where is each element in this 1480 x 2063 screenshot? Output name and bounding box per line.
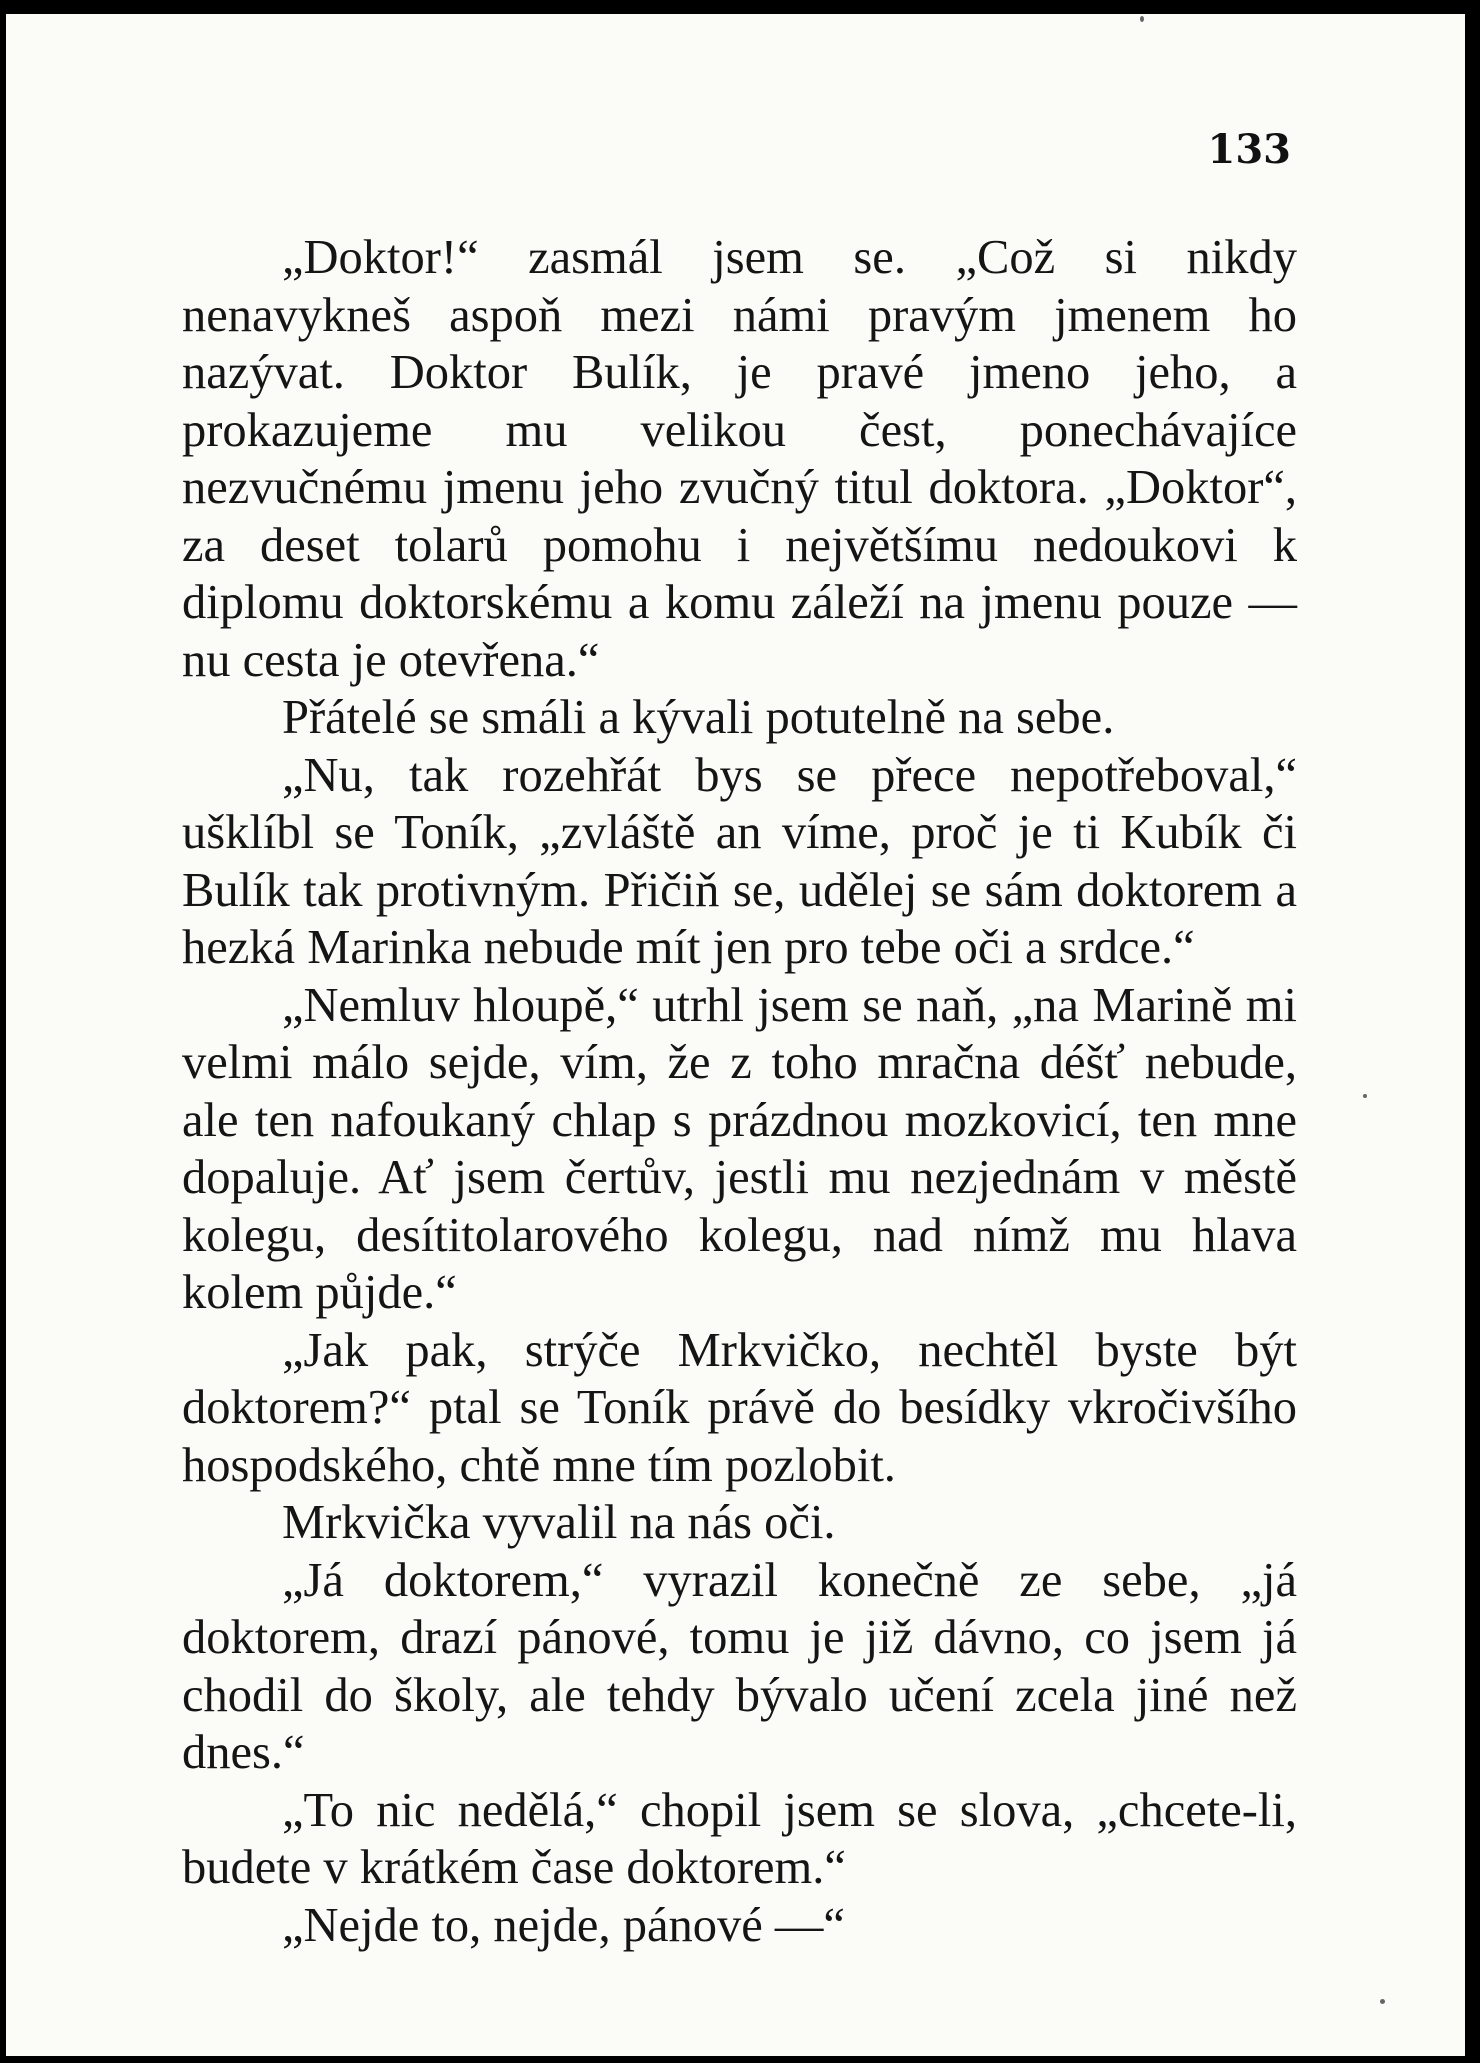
paragraph-1: „Doktor!“ zasmál jsem se. „Což si nikdy nenavykneš aspoň mezi námi pravým jmenem ho nazývat. Doktor Bulík, je pravé jmeno jeho, a prokazujeme mu velikou čest, ponechávajíce nezvučnému jmenu jeho zvučný titul doktora. „Doktor“, za deset tolarů pomohu i největšímu nedoukovi k diplomu doktorskému a komu záleží na jmenu pouze — nu cesta je otevřena.“ <box>182 231 1297 687</box>
paragraph-5: „Jak pak, strýče Mrkvičko, nechtěl byste být doktorem?“ ptal se Toník právě do besídky vkročivšího hospodského, chtě mne tím pozlobit. <box>182 1323 1297 1492</box>
book-page <box>6 14 1465 2056</box>
paragraph-2: Přátelé se smáli a kývali potutelně na sebe. <box>282 691 1115 744</box>
paragraph-7: „Já doktorem,“ vyrazil konečně ze sebe, „já doktorem, drazí pánové, tomu je již dávno, co jsem já chodil do školy, ale tehdy bývalo učení zcela jiné než dnes.“ <box>182 1553 1297 1779</box>
scan-speck <box>1380 1999 1385 2004</box>
paragraph-3: „Nu, tak rozehřát bys se přece nepotřeboval,“ ušklíbl se Toník, „zvláště an víme, proč je ti Kubík či Bulík tak protivným. Přičiň se, udělej se sám doktorem a hezká Marinka nebude mít jen pro tebe oči a srdce.“ <box>182 748 1297 974</box>
paragraph-8: „To nic nedělá,“ chopil jsem se slova, „chcete-li, budete v krátkém čase doktorem.“ <box>182 1783 1297 1894</box>
body-text <box>182 229 1297 1954</box>
page-number: 133 <box>1207 126 1291 173</box>
scan-speck <box>1363 1094 1367 1098</box>
scan-speck <box>1140 16 1144 22</box>
paragraph-6: Mrkvička vyvalil na nás oči. <box>282 1496 836 1549</box>
paragraph-9: „Nejde to, nejde, pánové —“ <box>282 1898 845 1952</box>
paragraph-4: „Nemluv hloupě,“ utrhl jsem se naň, „na Marině mi velmi málo sejde, vím, že z toho mračna déšť nebude, ale ten nafoukaný chlap s prázdnou mozkovicí, ten mne dopaluje. Ať jsem čertův, jestli mu nezjednám v městě kolegu, desítitolarového kolegu, nad nímž mu hlava kolem půjde.“ <box>182 978 1297 1319</box>
